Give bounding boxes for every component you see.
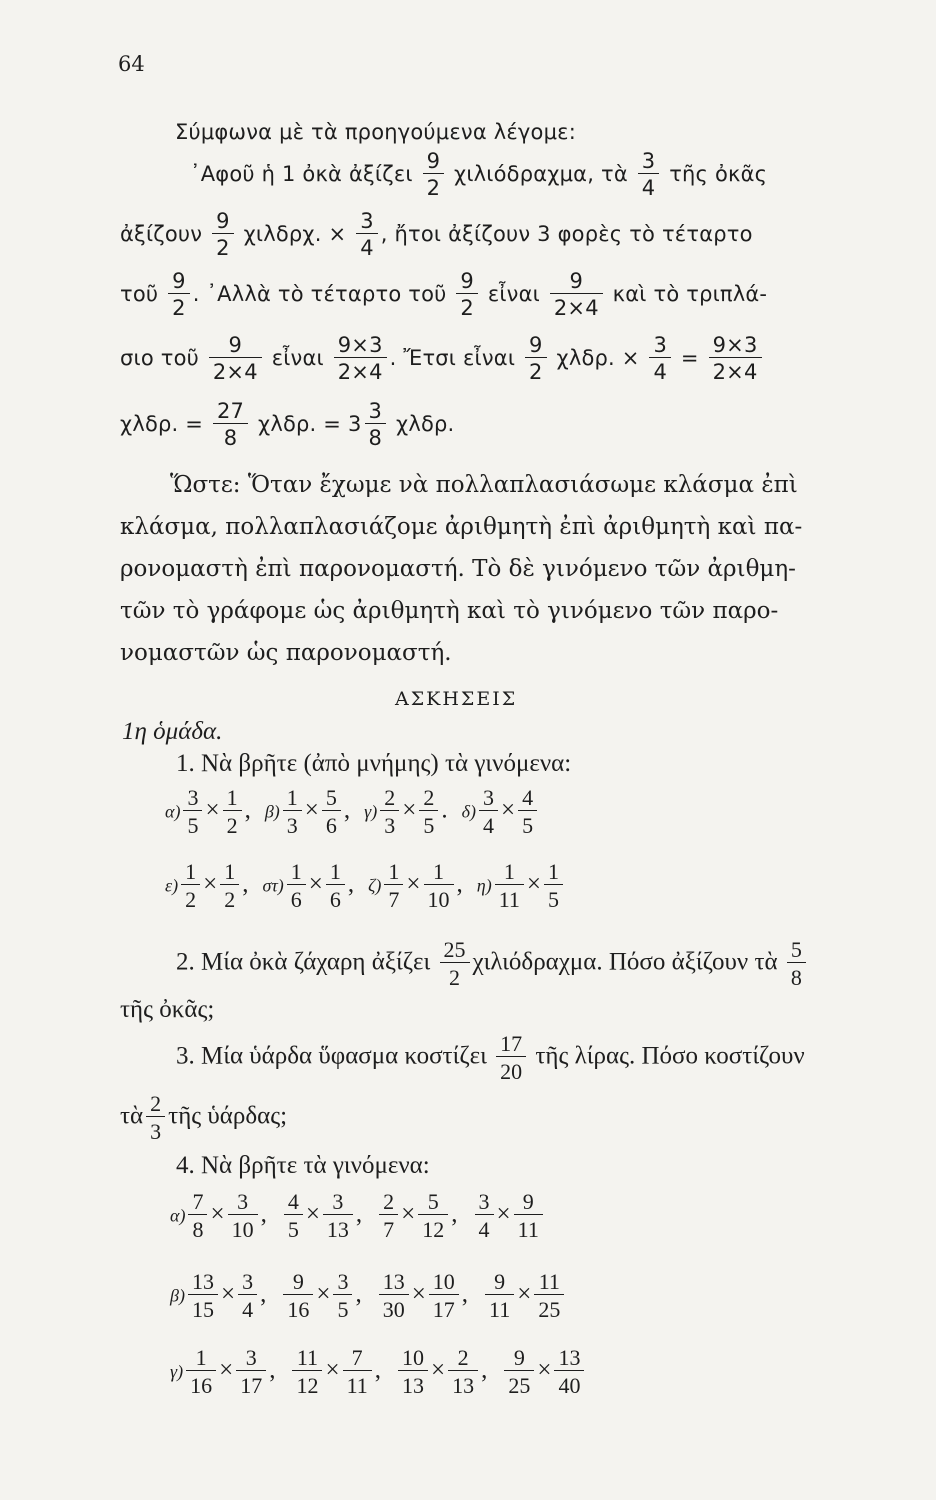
item-label: α) [170,1205,186,1226]
exercise-2-cont: τῆς ὀκᾶς; [120,996,215,1023]
fraction: $\frac{3}{4}$ [356,210,378,260]
fraction: $\frac{11}{12}$ [292,1346,322,1398]
fraction: $\frac{2}{3}$ [146,1092,165,1144]
fraction: $\frac{9}{2\times 4}$ [209,334,262,384]
fraction: $\frac{3}{5}$ [183,786,202,838]
fraction: $\frac{9}{2}$ [456,270,478,320]
fraction: $\frac{9}{2}$ [212,210,234,260]
fraction: $\frac{1}{2}$ [223,786,242,838]
fraction: $\frac{9}{16}$ [283,1270,313,1322]
fraction: $\frac{9}{11}$ [485,1270,514,1322]
exercises-heading: ΑΣΚΗΣΕΙΣ [395,688,518,710]
fraction: $\frac{9}{2}$ [168,270,190,320]
item-label: η) [476,875,492,896]
item-label: στ) [262,875,284,896]
text-line-5: χλδρ. = $\frac{27}{8}$ χλδρ. = 3 $\frac{3}{8}$ χλδρ. [120,399,455,450]
fraction: $\frac{1}{2}$ [181,860,200,912]
fraction: $\frac{3}{8}$ [365,400,387,450]
fraction: $\frac{4}{5}$ [284,1190,303,1242]
exercise-4-row-b: β) $\frac{13}{15}$ × $\frac{3}{4}$ , $\frac{9}{16}$ × $\frac{3}{5}$ , $\frac{13}{30}$ × $\frac{10}{17}$ , $\frac{9}{11}$ × $\frac{11}{25}$ [170,1270,567,1322]
fraction: $\frac{9}{25}$ [504,1346,534,1398]
fraction: $\frac{11}{25}$ [534,1270,564,1322]
fraction: $\frac{3}{13}$ [323,1190,353,1242]
fraction: $\frac{2}{7}$ [379,1190,398,1242]
fraction: $\frac{2}{3}$ [380,786,399,838]
fraction: $\frac{2}{5}$ [419,786,438,838]
fraction: $\frac{17}{20}$ [496,1032,526,1084]
exercise-4-row-c: γ) $\frac{1}{16}$ × $\frac{3}{17}$ , $\frac{11}{12}$ × $\frac{7}{11}$ , $\frac{10}{13}$ × $\frac{2}{13}$ , $\frac{9}{25}$ × $\frac{13}{40}$ [170,1346,587,1398]
exercise-1-row-1: α) $\frac{3}{5}$ × $\frac{1}{2}$ , β) $\frac{1}{3}$ × $\frac{5}{6}$ , γ) $\frac{2}{3}$ × $\frac{2}{5}$ . δ) $\frac{3}{4}$ × $\frac{4}{5}$ [165,786,554,838]
fraction: $\frac{5}{6}$ [322,786,341,838]
fraction: $\frac{9}{2}$ [423,150,445,200]
item-label: ε) [165,875,179,896]
rule-line-5: νομαστῶν ὡς παρονομαστή. [120,640,452,666]
fraction: $\frac{9\times 3}{2\times 4}$ [709,334,762,384]
intro-line: Σύμφωνα μὲ τὰ προηγούμενα λέγομε: [175,120,576,144]
fraction: $\frac{25}{2}$ [440,938,470,990]
fraction: $\frac{3}{4}$ [638,150,660,200]
rule-line-1: Ὥστε: Ὅταν ἔχωμε νὰ πολλαπλασιάσωμε κλάσμα ἐπὶ [170,472,798,498]
rule-line-4: τῶν τὸ γράφομε ὡς ἀριθμητὴ καὶ τὸ γινόμενο τῶν παρο- [120,598,779,624]
page-number: 64 [118,52,145,76]
fraction: $\frac{2}{13}$ [448,1346,478,1398]
exercise-3-line: 3. Μία ὑάρδα ὕφασμα κοστίζει $\frac{17}{20}$ τῆς λίρας. Πόσο κοστίζουν [176,1031,805,1084]
fraction: $\frac{1}{16}$ [186,1346,216,1398]
text-line-2: ἀξίζουν $\frac{9}{2}$ χιλδρχ. × $\frac{3}{4}$ , ἤτοι ἀξίζουν 3 φορὲς τὸ τέταρτο [120,209,753,260]
fraction: $\frac{1}{10}$ [424,860,454,912]
text-line-4: σιο τοῦ $\frac{9}{2\times 4}$ εἶναι $\frac{9\times 3}{2\times 4}$ . Ἔτσι εἶναι $\frac{9}{2}$ χλδρ. × $\frac{3}{4}$ = $\frac{9\times 3}{2\times 4}$ [120,334,765,384]
rule-line-2: κλάσμα, πολλαπλασιάζομε ἀριθμητὴ ἐπὶ ἀριθμητὴ καὶ πα- [120,514,803,540]
fraction: $\frac{9}{2\times 4}$ [550,270,603,320]
exercise-4-row-a: α) $\frac{7}{8}$ × $\frac{3}{10}$ , $\frac{4}{5}$ × $\frac{3}{13}$ , $\frac{2}{7}$ × $\frac{5}{12}$ , $\frac{3}{4}$ × $\frac{9}{11}$ [170,1190,546,1242]
fraction: $\frac{1}{6}$ [326,860,345,912]
fraction: $\frac{5}{8}$ [787,938,806,990]
fraction: $\frac{3}{4}$ [238,1270,257,1322]
fraction: $\frac{1}{3}$ [283,786,302,838]
exercise-1-row-2: ε) $\frac{1}{2}$ × $\frac{1}{2}$ , στ) $\frac{1}{6}$ × $\frac{1}{6}$ , ζ) $\frac{1}{7}$ × $\frac{1}{10}$ , η) $\frac{1}{11}$ × $\frac{1}{5}$ [165,860,580,912]
item-label: δ) [461,801,476,822]
fraction: $\frac{1}{7}$ [384,860,403,912]
fraction: $\frac{3}{5}$ [333,1270,352,1322]
fraction: $\frac{4}{5}$ [518,786,537,838]
item-label: β) [264,801,280,822]
fraction: $\frac{3}{4}$ [649,334,671,384]
fraction: $\frac{13}{40}$ [554,1346,584,1398]
fraction: $\frac{7}{11}$ [343,1346,372,1398]
fraction: $\frac{3}{4}$ [479,786,498,838]
fraction: $\frac{3}{10}$ [228,1190,258,1242]
item-label: β) [170,1285,185,1306]
fraction: $\frac{10}{13}$ [398,1346,428,1398]
fraction: $\frac{13}{30}$ [379,1270,409,1322]
item-label: α) [165,801,181,822]
fraction: $\frac{9}{2}$ [525,334,547,384]
text-line-1: ᾿Αφοῦ ἡ 1 ὀκὰ ἀξίζει $\frac{9}{2}$ χιλιόδραχμα, τὰ $\frac{3}{4}$ τῆς ὀκᾶς [190,149,768,200]
fraction: $\frac{10}{17}$ [429,1270,459,1322]
fraction: $\frac{13}{15}$ [188,1270,218,1322]
fraction: $\frac{1}{6}$ [287,860,306,912]
fraction: $\frac{5}{12}$ [418,1190,448,1242]
fraction: $\frac{9}{11}$ [514,1190,543,1242]
fraction: $\frac{9\times 3}{2\times 4}$ [334,334,387,384]
rule-line-3: ρονομαστὴ ἐπὶ παρονομαστή. Τὸ δὲ γινόμενο τῶν ἀριθμη- [120,556,796,582]
item-label: γ) [170,1361,184,1382]
exercise-3-cont: τὰ $\frac{2}{3}$ τῆς ὑάρδας; [120,1091,288,1144]
item-label: ζ) [368,875,382,896]
exercise-4-text: 4. Νὰ βρῆτε τὰ γινόμενα: [176,1152,430,1179]
exercise-1-text: 1. Νὰ βρῆτε (ἀπὸ μνήμης) τὰ γινόμενα: [176,750,572,777]
fraction: $\frac{3}{17}$ [236,1346,266,1398]
fraction: $\frac{7}{8}$ [188,1190,207,1242]
fraction: $\frac{1}{2}$ [220,860,239,912]
group-title: 1η ὁμάδα. [122,718,223,745]
exercise-2-line: 2. Μία ὀκὰ ζάχαρη ἀξίζει $\frac{25}{2}$ χιλιόδραχμα. Πόσο ἀξίζουν τὰ $\frac{5}{8}$ [176,938,809,990]
fraction: $\frac{3}{4}$ [475,1190,494,1242]
text-line-3: τοῦ $\frac{9}{2}$ . ᾿Αλλὰ τὸ τέταρτο τοῦ $\frac{9}{2}$ εἶναι $\frac{9}{2\times 4}$ καὶ τὸ τριπλά- [120,269,768,320]
fraction: $\frac{1}{11}$ [495,860,524,912]
item-label: γ) [364,801,378,822]
fraction: $\frac{27}{8}$ [213,400,248,450]
fraction: $\frac{1}{5}$ [544,860,563,912]
